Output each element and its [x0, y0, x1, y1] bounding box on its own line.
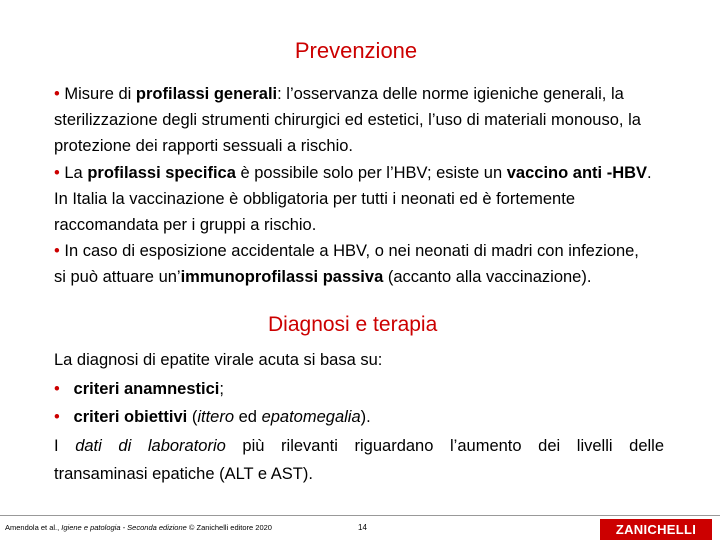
paragraph-immunoprofilassi: [54, 238, 654, 290]
text: (accanto alla vaccinazione).: [383, 268, 592, 287]
bold-term: immunoprofilassi passiva: [180, 268, 384, 287]
bold-term: vaccino anti -HBV: [506, 163, 648, 182]
text: © Zanichelli editore 2020: [186, 523, 272, 532]
text: In caso di esposizione accidentale a HBV, o nei neonati di madri con infezione, si può attuare un’: [54, 242, 639, 287]
zanichelli-logo: ZANICHELLI: [600, 519, 712, 540]
text: è possibile solo per l’HBV; esiste un: [235, 163, 507, 182]
prevenzione-body: [54, 81, 654, 291]
text: ;: [219, 379, 224, 398]
paragraph-profilassi-generali: [54, 81, 654, 160]
text: : l’osservanza delle norme igieniche generali, la sterilizzazione degli strumenti chirurgici ed estetici, l’uso di materiali monouso, la protezione dei rapporti sessuali a rischio.: [54, 85, 641, 156]
text: (: [187, 408, 198, 426]
italic-term: dati di laboratorio: [75, 436, 226, 455]
bold-term: criteri obiettivi: [73, 408, 188, 426]
bold-term: criteri anamnestici: [73, 379, 220, 398]
text: più rilevanti riguardano l’aumento dei livelli delle: [225, 436, 665, 455]
footer-divider: [0, 515, 720, 516]
text: ed: [234, 408, 262, 426]
diagnosi-body: [54, 346, 664, 489]
list-item-anamnestici: [54, 375, 664, 404]
section-title-diagnosi: Diagnosi e terapia: [268, 313, 438, 336]
bullet: •: [54, 379, 60, 398]
text: . In Italia la vaccinazione è obbligatoria per tutti i neonati ed è fortemente raccomandata per i gruppi a rischio.: [54, 163, 652, 235]
bold-term: profilassi specifica: [87, 163, 236, 182]
paragraph-profilassi-specifica: [54, 160, 654, 239]
book-title: Igiene e patologia - Seconda edizione: [61, 523, 187, 532]
bold-term: profilassi generali: [135, 85, 278, 103]
section-title-prevenzione: Prevenzione: [294, 38, 418, 63]
text: Misure di: [64, 85, 136, 103]
text: La: [64, 163, 88, 182]
text: I: [54, 436, 76, 455]
page-number: 14: [358, 523, 367, 532]
footer-credit: [5, 523, 272, 532]
text: ).: [360, 408, 371, 426]
lab-line-1: [54, 432, 664, 461]
diagnosi-intro: La diagnosi di epatite virale acuta si basa su:: [54, 351, 383, 369]
text: Amendola et al.,: [5, 523, 62, 532]
bullet: •: [54, 85, 60, 103]
italic-term: ittero: [197, 408, 235, 426]
bullet: •: [54, 242, 60, 261]
italic-term: epatomegalia: [261, 408, 361, 426]
bullet: •: [54, 408, 60, 426]
lab-line-2: transaminasi epatiche (ALT e AST).: [54, 465, 313, 483]
list-item-obiettivi: [54, 403, 664, 432]
bullet: •: [54, 163, 60, 182]
